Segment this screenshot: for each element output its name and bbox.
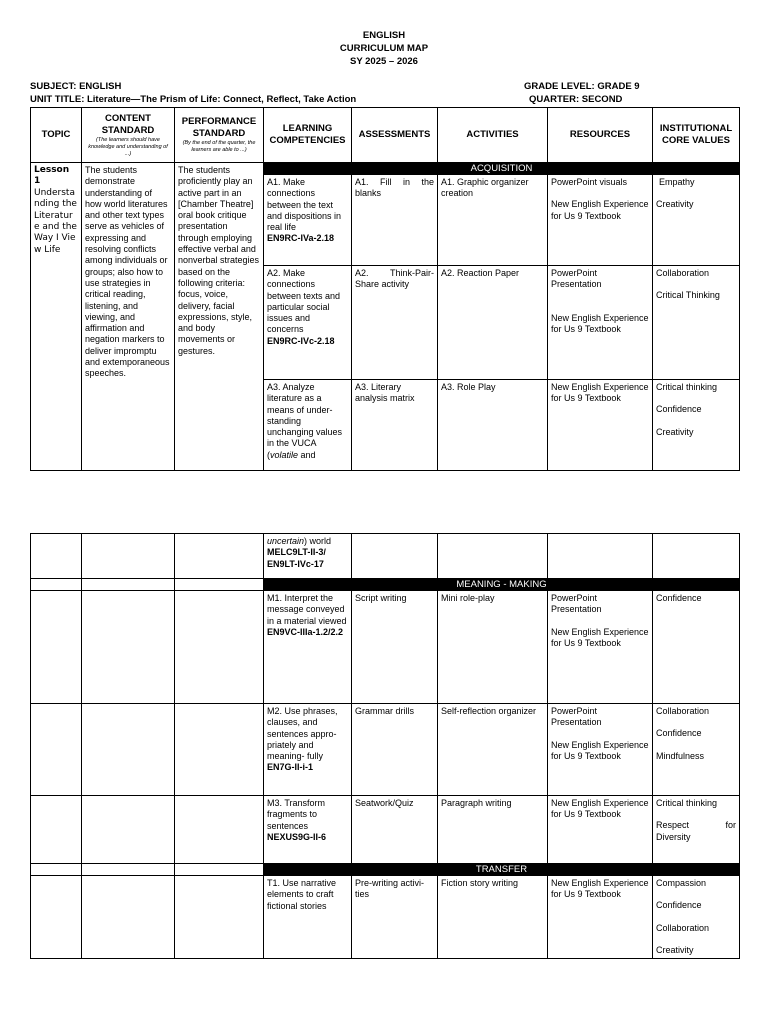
- transfer-band: TRANSFER: [264, 864, 740, 876]
- lesson-number: Lesson 1: [34, 165, 70, 187]
- resources-a1: [548, 175, 653, 266]
- performance-standard-note: (By the end of the quarter, the learners are able to ...): [182, 140, 256, 153]
- performance-standard-cell: The students proficiently play an active part in an [Chamber Theatre] oral book critique presentation through employing effective verbal and nonverbal strategies based on the following criteria: focus, voice, delivery, facial expressions, style, and body movements or gestures.: [175, 163, 264, 471]
- competency-m3-text: M3. Transform fragments to sentences: [267, 798, 326, 831]
- resource-a2-2: New English Experience for Us 9 Textbook: [551, 312, 649, 334]
- values-a3: [653, 380, 740, 471]
- competency-a2-text: A2. Make connections between texts and particular social issues and concerns: [267, 268, 341, 335]
- value-a2-1: Collaboration: [656, 268, 710, 278]
- competency-t1: T1. Use narrative elements to craft fictional stories: [264, 876, 352, 959]
- activity-a1: A1. Graphic organizer creation: [438, 175, 548, 266]
- resource-a2-1: PowerPoint Presentation: [551, 268, 602, 290]
- acquisition-band-row: [31, 163, 740, 175]
- value-m2-3: Mindfulness: [656, 750, 705, 761]
- competency-a3-world: ) world: [304, 536, 332, 546]
- topic-cell-empty: [31, 534, 82, 579]
- performance-standard-empty: [175, 534, 264, 579]
- table-row-t1: [31, 876, 740, 959]
- activity-t1: Fiction story writing: [438, 876, 548, 959]
- values-m3: [653, 796, 740, 864]
- performance-standard-empty: [175, 796, 264, 864]
- table-row-m1: [31, 591, 740, 704]
- performance-standard-empty: [175, 876, 264, 959]
- competency-a3-code-2: EN9LT-IVc-17: [267, 558, 324, 569]
- resource-m2-1: PowerPoint Presentation: [551, 706, 602, 728]
- content-standard-empty: [82, 591, 175, 704]
- content-standard-empty: [82, 796, 175, 864]
- competency-a1: [264, 175, 352, 266]
- col-header-learning-competencies: LEARNING COMPETENCIES: [264, 108, 352, 163]
- values-t1: [653, 876, 740, 959]
- col-header-topic: TOPIC: [31, 108, 82, 163]
- activity-m1: Mini role-play: [438, 591, 548, 704]
- value-a3-2: Confidence: [656, 404, 702, 415]
- meaning-making-band: MEANING - MAKING: [264, 579, 740, 591]
- competency-a3-code-1: MELC9LT-II-3/: [267, 547, 326, 558]
- lesson-title: Understanding the Literature and the Way I View Life: [34, 187, 77, 255]
- competency-m2: [264, 704, 352, 796]
- col-header-assessments: ASSESSMENTS: [352, 108, 438, 163]
- topic-cell-empty: [31, 864, 82, 876]
- value-m3-2: Respect for Diversity: [656, 820, 736, 842]
- performance-standard-empty: [175, 704, 264, 796]
- assessment-empty: [352, 534, 438, 579]
- value-m3-1: Critical thinking: [656, 798, 718, 808]
- assessment-t1: Pre-writing activi-ties: [352, 876, 438, 959]
- content-standard-empty: [82, 704, 175, 796]
- resource-m1-1: PowerPoint Presentation: [551, 593, 602, 615]
- values-m1: Confidence: [653, 591, 740, 704]
- competency-a3-continued: [264, 534, 352, 579]
- competency-a3-paren: (: [267, 449, 270, 460]
- value-t1-4: Creativity: [656, 944, 694, 955]
- unit-title-label: UNIT TITLE: Literature—The Prism of Life: Connect, Reflect, Take Action: [30, 94, 357, 105]
- content-standard-cell: The students demonstrate understanding of how world literatures and other text types serve as vehicles of expressing and resolving conflicts among individuals or groups; also how to use strategies in critical reading, listening, and viewing, and affirmation and negation markers to deliver impromptu and extemporaneous speeches.: [82, 163, 175, 471]
- competency-m2-text: M2. Use phrases, clauses, and sentences appro-priately and meaning- fully: [267, 706, 338, 762]
- table-row-m2: [31, 704, 740, 796]
- title-line-2: CURRICULUM MAP: [339, 43, 429, 54]
- col-header-content-standard: [82, 108, 175, 163]
- competency-a3-italic: volatile: [270, 449, 299, 460]
- resource-a1-1: PowerPoint visuals: [551, 177, 628, 187]
- competency-a2-code: EN9RC-IVc-2.18: [267, 335, 335, 346]
- competency-a3-and: and: [298, 449, 316, 460]
- value-a1-1: Empathy: [659, 177, 695, 187]
- competency-a2: [264, 266, 352, 380]
- values-a2: [653, 266, 740, 380]
- topic-cell: [31, 163, 82, 471]
- content-standard-empty: [82, 579, 175, 591]
- grade-level-label: GRADE LEVEL: GRADE 9: [524, 81, 640, 92]
- title-line-1: ENGLISH: [362, 30, 406, 41]
- assessment-a1: A1. Fill in the blanks: [352, 175, 438, 266]
- performance-standard-label: PERFORMANCE STANDARD: [181, 116, 257, 139]
- competency-m1-code: EN9VC-IIIa-1.2/2.2: [267, 626, 344, 637]
- col-header-activities: ACTIVITIES: [438, 108, 548, 163]
- resources-m3: New English Experience for Us 9 Textbook: [548, 796, 653, 864]
- competency-a3-uncertain: uncertain: [267, 536, 305, 546]
- competency-a1-code: EN9RC-IVa-2.18: [267, 233, 335, 244]
- topic-cell-empty: [31, 796, 82, 864]
- topic-cell-empty: [31, 591, 82, 704]
- assessment-m1: Script writing: [352, 591, 438, 704]
- assessment-a3: A3. Literary analysis matrix: [352, 380, 438, 471]
- col-header-core-values: INSTITUTIONAL CORE VALUES: [653, 108, 740, 163]
- content-standard-empty: [82, 864, 175, 876]
- value-a3-3: Creativity: [656, 426, 694, 437]
- competency-a3: [264, 380, 352, 471]
- curriculum-table-page-1: [30, 107, 740, 471]
- value-a2-2: Critical Thinking: [656, 290, 720, 301]
- value-t1-1: Compassion: [656, 878, 707, 888]
- activity-a3: A3. Role Play: [438, 380, 548, 471]
- values-a1: [653, 175, 740, 266]
- competency-m3-code: NEXUS9G-II-6: [267, 831, 327, 842]
- title-line-3: SY 2025 – 2026: [350, 56, 418, 67]
- competency-a3-text: A3. Analyze literature as a means of under-standing unchanging values in the VUCA: [267, 382, 343, 449]
- activity-m3: Paragraph writing: [438, 796, 548, 864]
- values-empty: [653, 534, 740, 579]
- content-standard-empty: [82, 876, 175, 959]
- activity-m2: Self-reflection organizer: [438, 704, 548, 796]
- competency-m1-text: M1. Interpret the message conveyed in a material viewed: [267, 593, 347, 626]
- value-t1-3: Collaboration: [656, 922, 710, 933]
- subject-label: SUBJECT: ENGLISH: [30, 81, 122, 92]
- value-t1-2: Confidence: [656, 900, 702, 911]
- topic-cell-empty: [31, 579, 82, 591]
- competency-m1: [264, 591, 352, 704]
- value-m2-1: Collaboration: [656, 706, 710, 716]
- assessment-a2: A2. Think-Pair-Share activity: [352, 266, 438, 380]
- resources-empty: [548, 534, 653, 579]
- col-header-performance-standard: [175, 108, 264, 163]
- performance-standard-empty: [175, 591, 264, 704]
- competency-m3: [264, 796, 352, 864]
- value-a1-2: Creativity: [656, 199, 694, 210]
- resources-t1: New English Experience for Us 9 Textbook: [548, 876, 653, 959]
- resources-m1: [548, 591, 653, 704]
- resource-m1-2: New English Experience for Us 9 Textbook: [551, 626, 649, 648]
- performance-standard-empty: [175, 579, 264, 591]
- meaning-making-band-row: [31, 579, 740, 591]
- curriculum-table-page-2: [30, 533, 740, 959]
- competency-m2-code: EN7G-II-i-1: [267, 762, 314, 773]
- table-row-m3: [31, 796, 740, 864]
- activity-empty: [438, 534, 548, 579]
- topic-cell-empty: [31, 876, 82, 959]
- quarter-label: QUARTER: SECOND: [529, 94, 623, 105]
- activity-a2: A2. Reaction Paper: [438, 266, 548, 380]
- transfer-band-row: [31, 864, 740, 876]
- assessment-m3: Seatwork/Quiz: [352, 796, 438, 864]
- competency-a1-text: A1. Make connections between the text and dispositions in real life: [267, 177, 342, 233]
- acquisition-band: ACQUISITION: [264, 163, 740, 175]
- table-row-a3-continued: [31, 534, 740, 579]
- resources-a3: New English Experience for Us 9 Textbook: [548, 380, 653, 471]
- topic-cell-empty: [31, 704, 82, 796]
- document-title: [0, 29, 768, 68]
- assessment-m2: Grammar drills: [352, 704, 438, 796]
- values-m2: [653, 704, 740, 796]
- resources-a2: [548, 266, 653, 380]
- value-m2-2: Confidence: [656, 728, 702, 739]
- resources-m2: [548, 704, 653, 796]
- resource-m2-2: New English Experience for Us 9 Textbook: [551, 739, 649, 761]
- resource-a1-2: New English Experience for Us 9 Textbook: [551, 199, 649, 221]
- content-standard-label: CONTENT STANDARD: [101, 112, 155, 136]
- value-a3-1: Critical thinking: [656, 382, 718, 392]
- col-header-resources: RESOURCES: [548, 108, 653, 163]
- content-standard-note: (The learners should have knowledge and understanding of ...): [88, 136, 168, 157]
- performance-standard-empty: [175, 864, 264, 876]
- content-standard-empty: [82, 534, 175, 579]
- table-header-row: [31, 108, 740, 163]
